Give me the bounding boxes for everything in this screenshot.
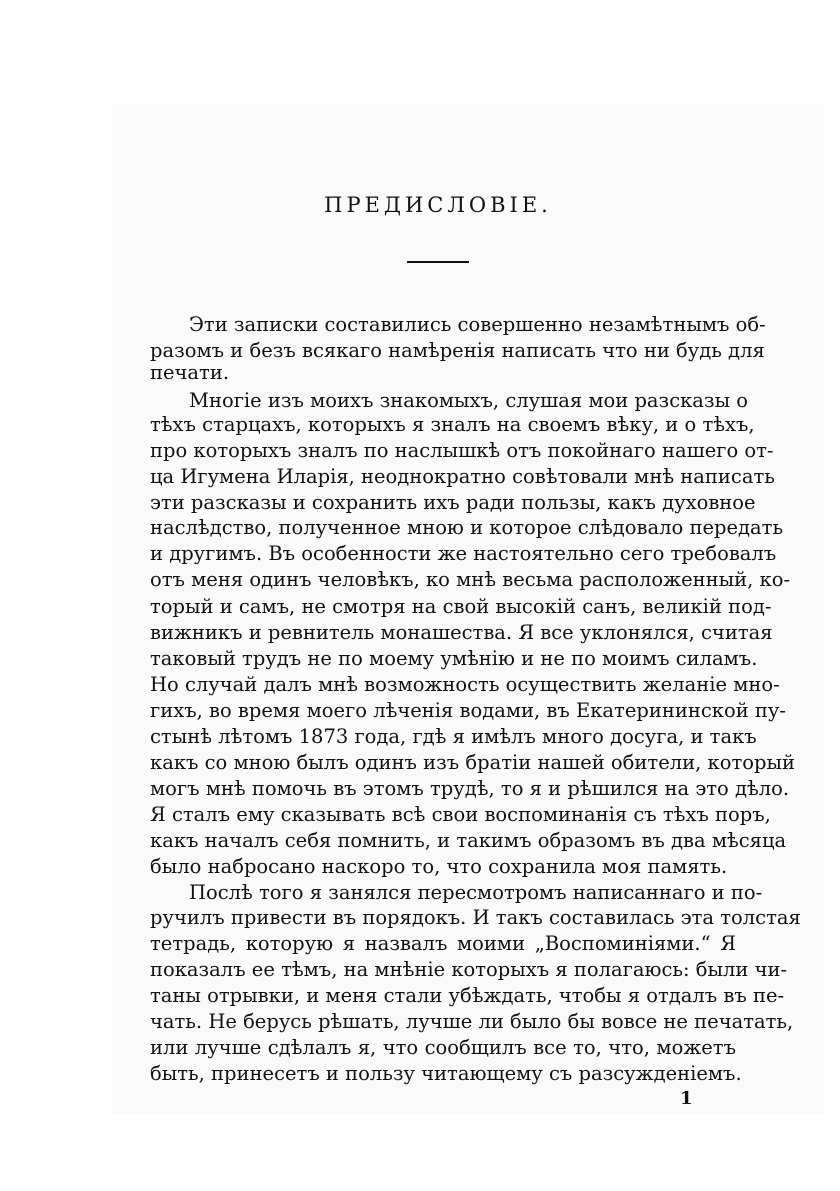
text-line: могъ мнѣ помочь въ этомъ трудѣ, то я и рѣшился на это дѣло. xyxy=(150,777,790,800)
text-line: Но случай далъ мнѣ возможность осуществить желаніе мно- xyxy=(150,673,780,696)
text-line: чать. Не берусь рѣшать, лучше ли было бы вовсе не печатать, xyxy=(150,1010,794,1033)
text-line: таковый трудъ не по моему умѣнію и не по моимъ силамъ. xyxy=(150,647,758,670)
text-line: тѣхъ старцахъ, которыхъ я зналъ на своемъ вѣку, и о тѣхъ, xyxy=(150,413,755,436)
text-line: Эти записки составились совершенно незамѣтнымъ об- xyxy=(189,313,766,336)
text-line: печати. xyxy=(150,361,230,384)
text-line: таны отрывки, и меня стали убѣждать, чтобы я отдалъ въ пе- xyxy=(150,984,785,1007)
text-line: быть, принесетъ и пользу читающему съ разсужденіемъ. xyxy=(150,1062,742,1085)
text-line: торый и самъ, не смотря на свой высокій санъ, великій под- xyxy=(150,595,772,618)
text-line: ца Игумена Иларія, неоднократно совѣтовали мнѣ написать xyxy=(150,465,775,488)
text-line: наслѣдство, полученное мною и которое слѣдовало передать xyxy=(150,516,784,539)
text-line: какъ началъ себя помнить, и такимъ образомъ въ два мѣсяца xyxy=(150,829,787,852)
text-line: Послѣ того я занялся пересмотромъ написаннаго и по- xyxy=(189,881,763,904)
text-line: и другимъ. Въ особенности же настоятельно сего требовалъ xyxy=(150,542,777,565)
text-line: Я сталъ ему сказывать всѣ свои воспоминанія съ тѣхъ поръ, xyxy=(150,803,771,826)
text-line: показалъ ее тѣмъ, на мнѣніе которыхъ я полагаюсь: были чи- xyxy=(150,958,788,981)
text-line: стынѣ лѣтомъ 1873 года, гдѣ я имѣлъ много досуга, и такъ xyxy=(150,725,757,748)
text-line: ручилъ привести въ порядокъ. И такъ составилась эта толстая xyxy=(150,906,801,929)
text-line: или лучше сдѣлалъ я, что сообщилъ все то, что, можетъ xyxy=(150,1036,736,1059)
text-line: отъ меня одинъ человѣкъ, ко мнѣ весьма расположенный, ко- xyxy=(150,568,791,591)
page-title: ПРЕДИСЛОВІЕ. xyxy=(324,193,552,217)
text-line: тетрадь, которую я назвалъ моими „Воспоминіями.“ Я xyxy=(150,932,736,955)
text-line: про которыхъ зналъ по наслышкѣ отъ покойнаго нашего от- xyxy=(150,439,774,462)
text-line: разомъ и безъ всякаго намѣренія написать что ни будь для xyxy=(150,339,765,362)
page-number: 1 xyxy=(680,1088,693,1109)
text-line: вижникъ и ревнитель монашества. Я все уклонялся, считая xyxy=(150,621,773,644)
text-line: эти разсказы и сохранить ихъ ради пользы, какъ духовное xyxy=(150,491,756,514)
text-line: было набросано наскоро то, что сохранила моя память. xyxy=(150,855,728,878)
text-line: Многіе изъ моихъ знакомыхъ, слушая мои разсказы о xyxy=(189,389,749,412)
text-line: какъ со мною былъ одинъ изъ братіи нашей обители, который xyxy=(150,751,795,774)
text-line: гихъ, во время моего лѣченія водами, въ Екатерининской пу- xyxy=(150,699,786,722)
title-divider xyxy=(407,261,469,263)
